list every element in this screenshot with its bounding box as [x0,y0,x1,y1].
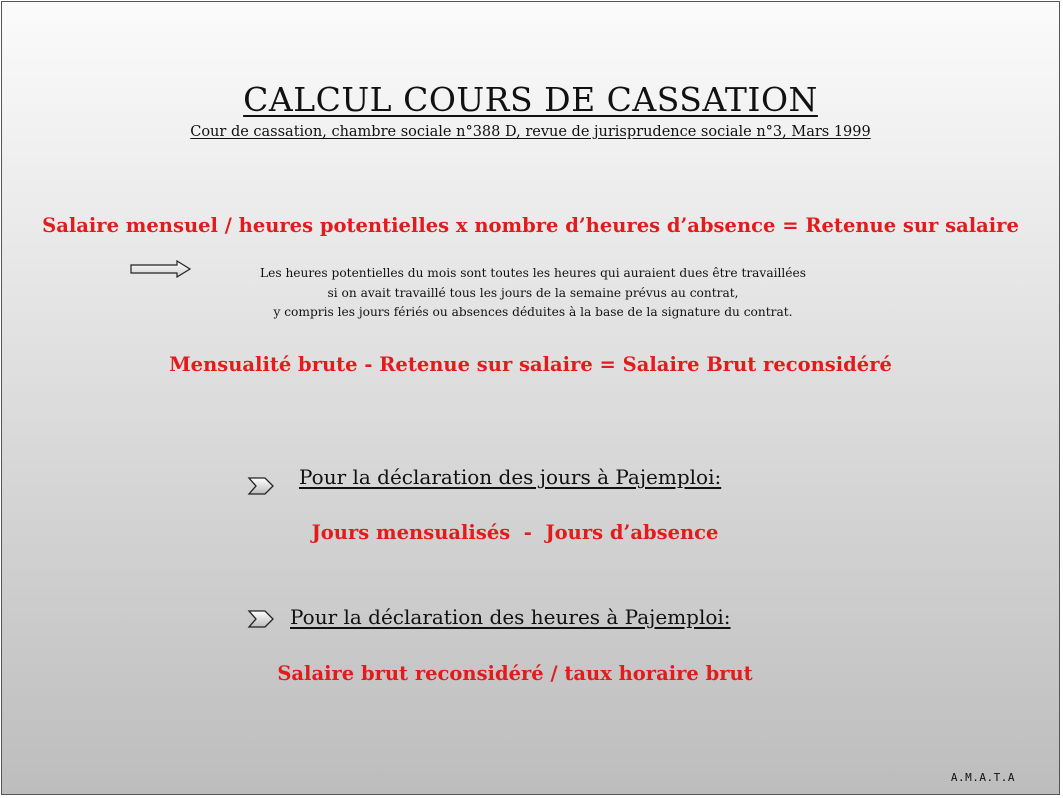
chevron-right-icon [247,609,275,629]
page-subtitle-text: Cour de cassation, chambre sociale n°388 D, revue de jurisprudence sociale n°3, Mars 1999 [190,124,871,140]
formula-hours: Salaire brut reconsidéré / taux horaire brut [277,662,753,685]
slide [1,1,1060,795]
heading-hours-declaration [290,605,731,629]
formula-reconsidered-salary: Mensualité brute - Retenue sur salaire = Salaire Brut reconsidéré [169,353,892,376]
page-subtitle [2,124,1059,140]
page-title-text: CALCUL COURS DE CASSATION [243,80,818,119]
heading-days-declaration [299,465,721,489]
page-title [2,80,1059,119]
heading-hours-text: Pour la déclaration des heures à Pajemploi: [290,605,731,629]
note-line: si on avait travaillé tous les jours de la semaine prévus au contrat, [327,285,739,300]
note-line: y compris les jours fériés ou absences déduites à la base de la signature du contrat. [273,305,793,319]
right-arrow-icon [130,260,192,278]
signature: A.M.A.T.A [950,771,1015,784]
formula-salary-deduction: Salaire mensuel / heures potentielles x nombre d’heures d’absence = Retenue sur salaire [42,214,1019,237]
note-line: Les heures potentielles du mois sont toutes les heures qui auraient dues être travaillées [260,266,806,280]
chevron-right-icon [247,476,275,496]
heading-days-text: Pour la déclaration des jours à Pajemploi: [299,465,722,489]
formula-days: Jours mensualisés - Jours d’absence [311,521,719,544]
potential-hours-note [193,264,873,323]
